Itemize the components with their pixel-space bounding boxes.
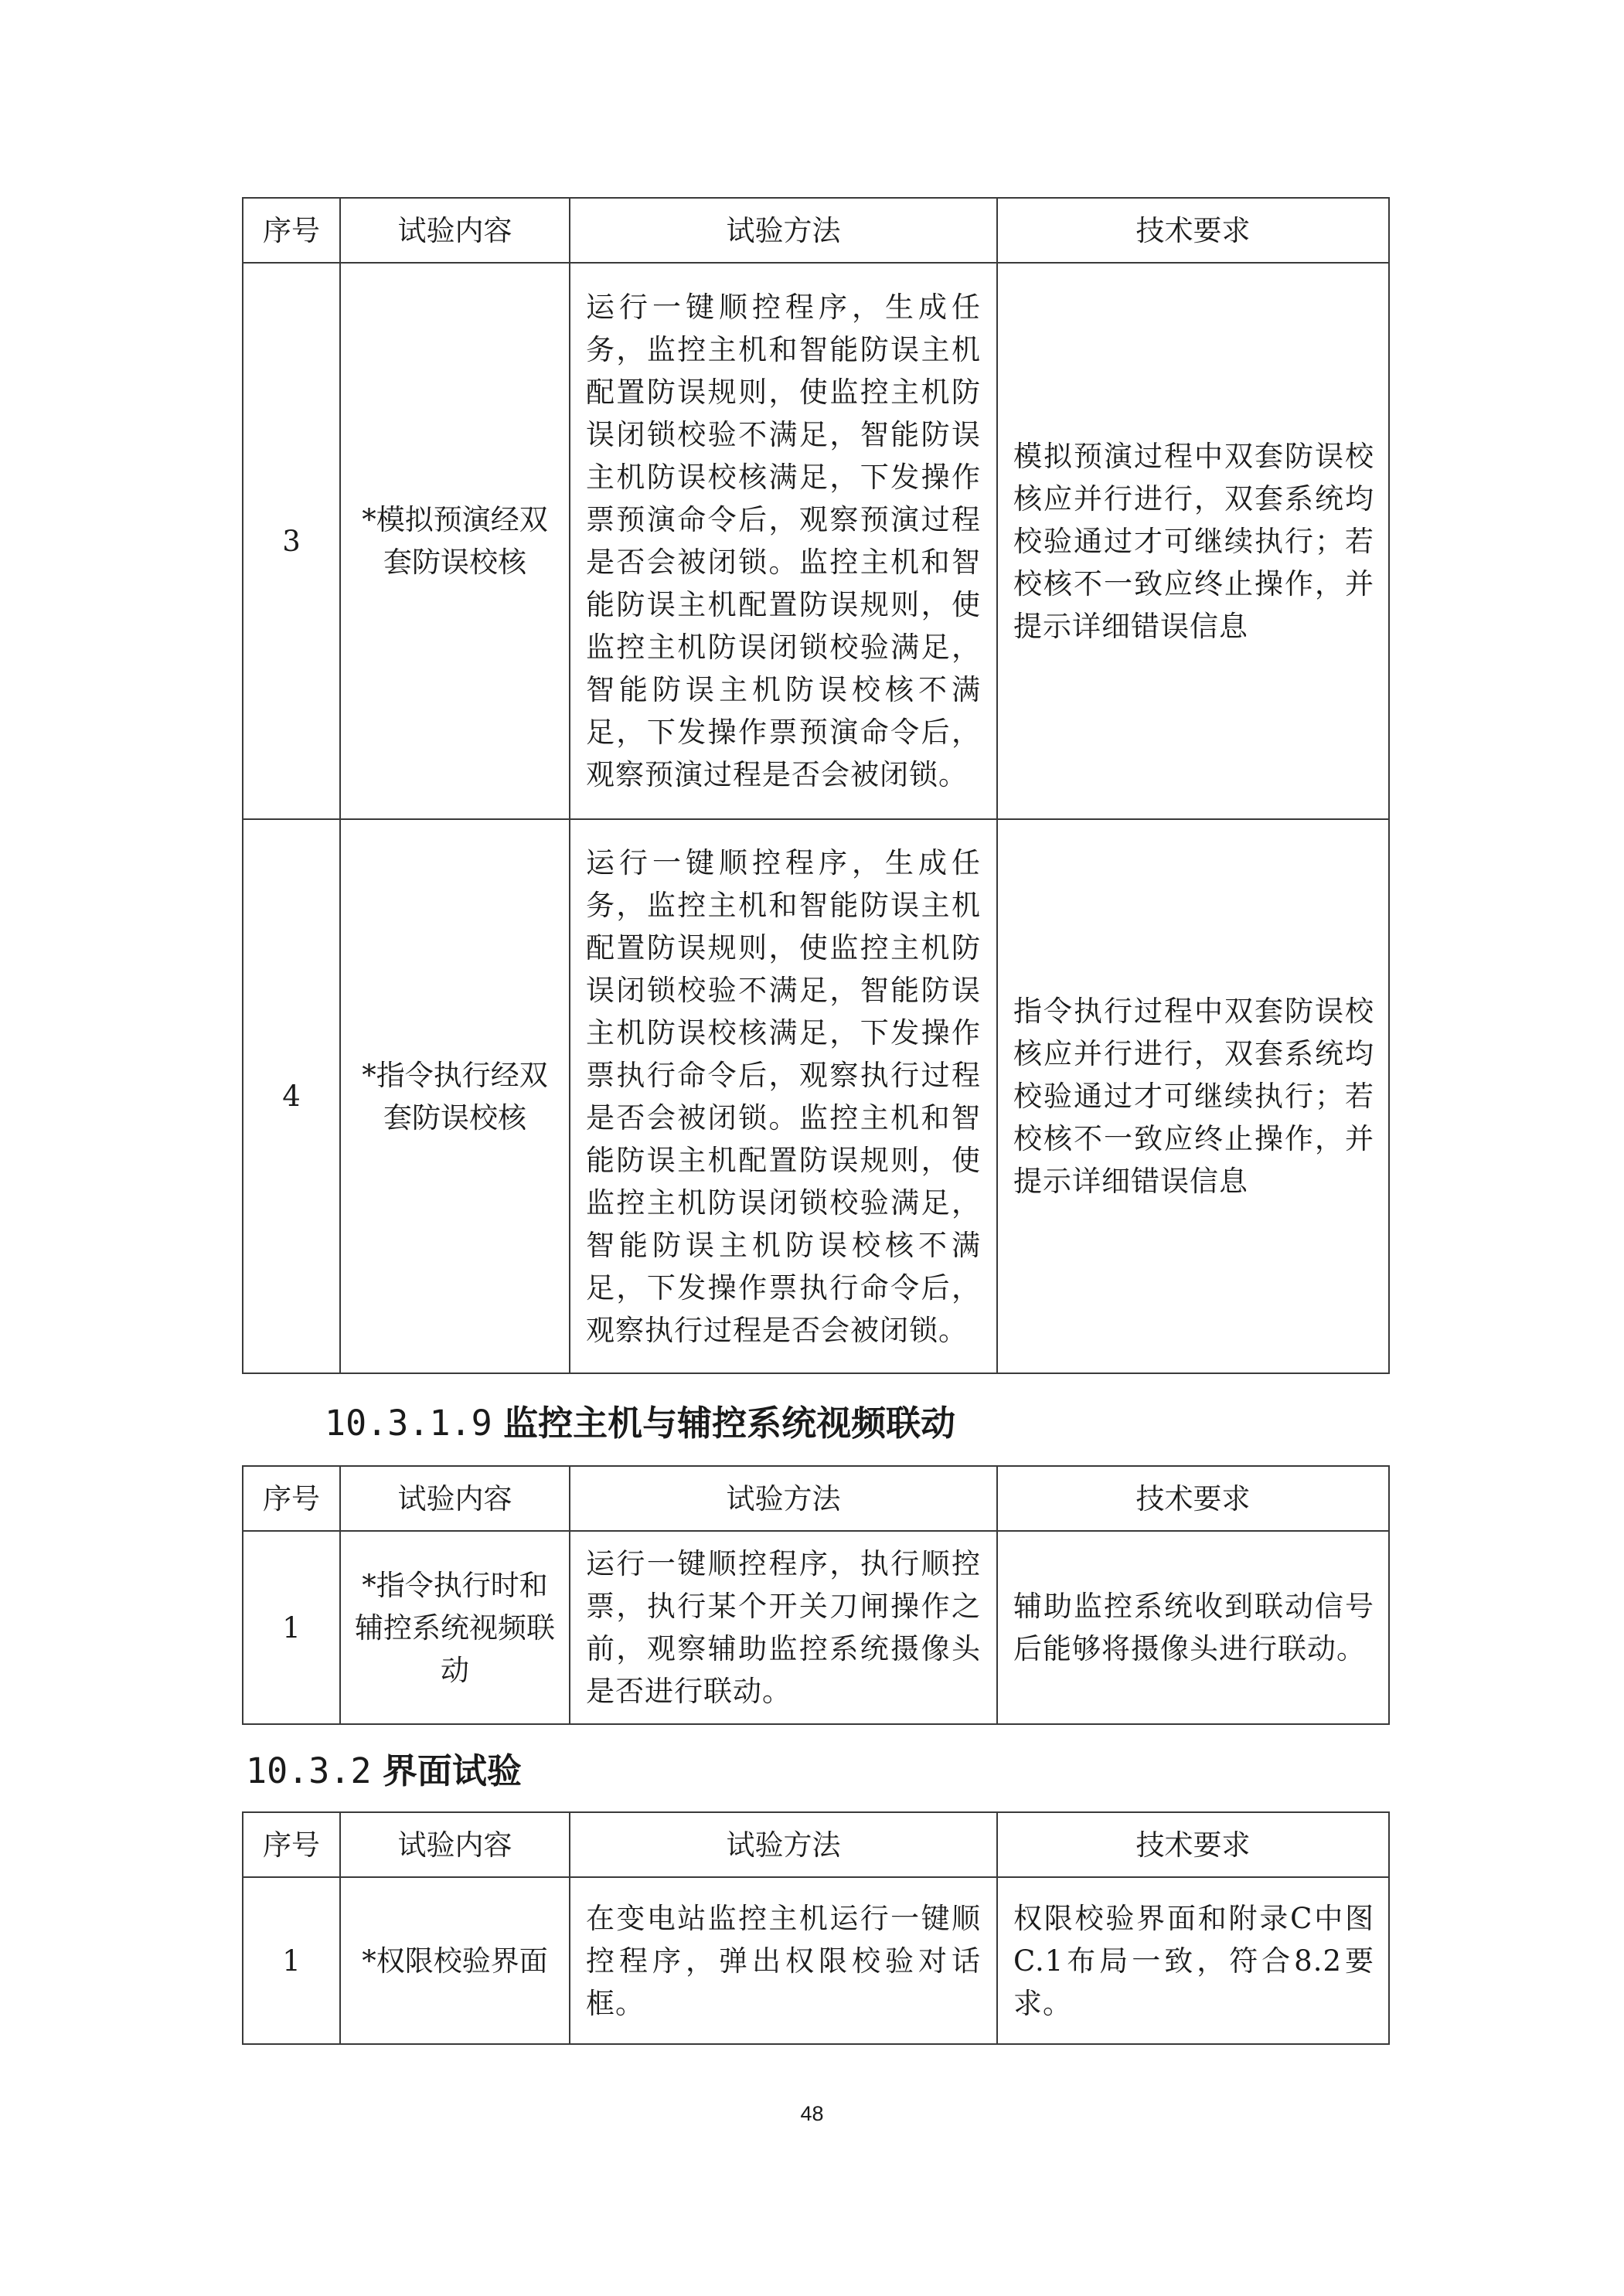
row-test-content: *模拟预演经双套防误校核 — [340, 263, 570, 819]
section-title: 监控主机与辅控系统视频联动 — [503, 1403, 956, 1444]
table-row — [243, 1531, 1389, 1724]
table-header-row — [243, 1466, 1389, 1531]
header-number: 序号 — [243, 198, 340, 263]
table-row — [243, 819, 1389, 1373]
section-title: 界面试验 — [382, 1750, 522, 1791]
header-test-method: 试验方法 — [570, 1812, 997, 1877]
row-test-method: 运行一键顺控程序，执行顺控票，执行某个开关刀闸操作之前，观察辅助监控系统摄像头是否进行联动。 — [570, 1531, 997, 1724]
section-heading-10-3-1-9 — [325, 1400, 955, 1447]
header-requirement: 技术要求 — [997, 1812, 1389, 1877]
row-number: 4 — [243, 819, 340, 1373]
row-number: 1 — [243, 1531, 340, 1724]
row-test-method: 运行一键顺控程序，生成任务，监控主机和智能防误主机配置防误规则，使监控主机防误闭锁校验不满足，智能防误主机防误校核满足，下发操作票执行命令后，观察执行过程是否会被闭锁。监控主机和智能防误主机配置防误规则，使监控主机防误闭锁校验满足，智能防误主机防误校核不满足，下发操作票执行命令后，观察执行过程是否会被闭锁。 — [570, 819, 997, 1373]
page-number: 48 — [800, 2102, 824, 2125]
row-requirement: 模拟预演过程中双套防误校核应并行进行，双套系统均校验通过才可继续执行；若校核不一致应终止操作，并提示详细错误信息 — [997, 263, 1389, 819]
header-test-method: 试验方法 — [570, 1466, 997, 1531]
header-number: 序号 — [243, 1812, 340, 1877]
table-row — [243, 1877, 1389, 2044]
table-header-row — [243, 198, 1389, 263]
section-number: 10.3.2 — [246, 1750, 372, 1791]
row-number: 1 — [243, 1877, 340, 2044]
header-requirement: 技术要求 — [997, 198, 1389, 263]
test-table-3 — [242, 1811, 1390, 2045]
row-number: 3 — [243, 263, 340, 819]
table-header-row — [243, 1812, 1389, 1877]
row-test-content: *指令执行经双套防误校核 — [340, 819, 570, 1373]
row-test-content: *权限校验界面 — [340, 1877, 570, 2044]
header-test-content: 试验内容 — [340, 198, 570, 263]
test-table-1 — [242, 197, 1390, 1374]
section-number: 10.3.1.9 — [325, 1403, 492, 1444]
row-requirement: 辅助监控系统收到联动信号后能够将摄像头进行联动。 — [997, 1531, 1389, 1724]
header-test-content: 试验内容 — [340, 1466, 570, 1531]
header-requirement: 技术要求 — [997, 1466, 1389, 1531]
row-test-method: 运行一键顺控程序，生成任务，监控主机和智能防误主机配置防误规则，使监控主机防误闭锁校验不满足，智能防误主机防误校核满足，下发操作票预演命令后，观察预演过程是否会被闭锁。监控主机和智能防误主机配置防误规则，使监控主机防误闭锁校验满足，智能防误主机防误校核不满足，下发操作票预演命令后，观察预演过程是否会被闭锁。 — [570, 263, 997, 819]
header-test-content: 试验内容 — [340, 1812, 570, 1877]
row-requirement: 指令执行过程中双套防误校核应并行进行，双套系统均校验通过才可继续执行；若校核不一致应终止操作，并提示详细错误信息 — [997, 819, 1389, 1373]
row-test-content: *指令执行时和辅控系统视频联动 — [340, 1531, 570, 1724]
test-table-2 — [242, 1465, 1390, 1725]
row-requirement: 权限校验界面和附录C中图C.1布局一致，符合8.2要求。 — [997, 1877, 1389, 2044]
row-test-method: 在变电站监控主机运行一键顺控程序，弹出权限校验对话框。 — [570, 1877, 997, 2044]
table-row — [243, 263, 1389, 819]
section-heading-10-3-2 — [246, 1748, 522, 1794]
header-number: 序号 — [243, 1466, 340, 1531]
header-test-method: 试验方法 — [570, 198, 997, 263]
